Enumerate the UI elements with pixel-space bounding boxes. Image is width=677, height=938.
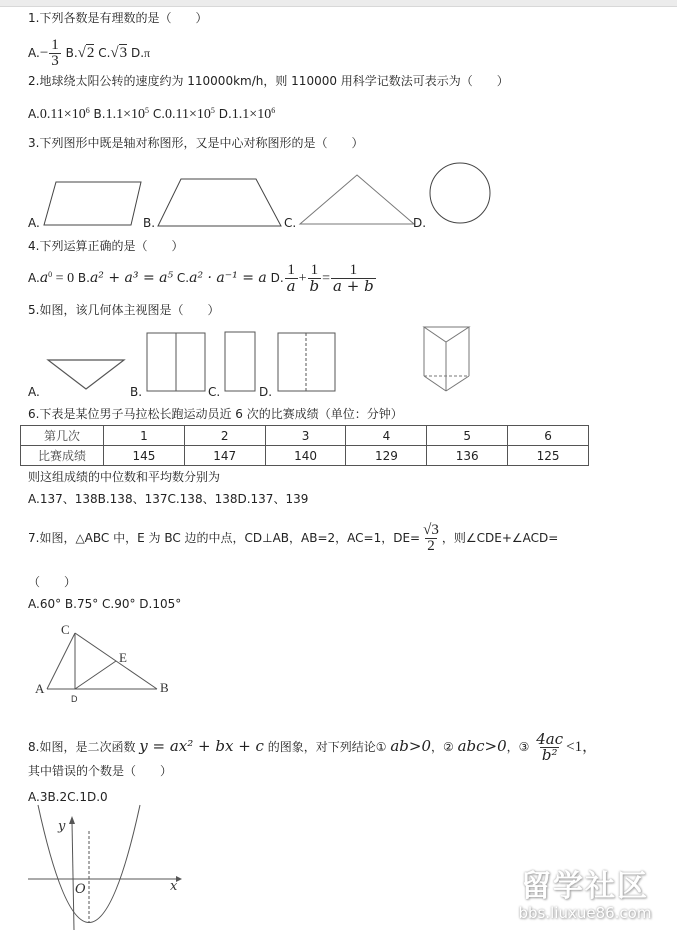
table-cell: 4	[346, 426, 427, 446]
table-cell: 6	[508, 426, 589, 446]
q6-options: A.137、138B.138、137C.138、138D.137、139	[28, 492, 309, 506]
q1-option-d-label: D.	[130, 46, 145, 60]
q8-conclusion-1: ab>0	[390, 737, 431, 755]
frac-den: 3	[51, 53, 59, 69]
frac-num: 1	[310, 262, 319, 278]
q5-figures	[0, 300, 677, 400]
q8-line2: 其中错误的个数是（ ）	[28, 764, 173, 778]
frac-num: 1	[51, 37, 59, 53]
frac-den: a + b	[333, 277, 374, 295]
option-mantissa: 0.11×10	[39, 107, 86, 122]
median-de	[75, 661, 116, 689]
q3-label-b: B.	[143, 216, 156, 230]
q6-stem: 6.下表是某位男子马拉松长跑运动员近 6 次的比赛成绩（单位：分钟）	[28, 407, 403, 421]
q4-option-b-label: B.	[77, 271, 90, 285]
q2-option-c	[153, 107, 219, 121]
frac-num: 1	[287, 262, 295, 278]
q7-blank: （ ）	[28, 575, 77, 589]
y-axis-arrow	[69, 816, 75, 824]
q5-label-a: A.	[28, 385, 40, 399]
y-axis	[72, 822, 74, 930]
q8-options: A.3B.2C.1D.0	[28, 790, 108, 804]
site-watermark	[510, 870, 660, 922]
q5-label-d: D.	[259, 385, 273, 399]
q4-d-frac1	[285, 263, 298, 294]
q2-option-b	[94, 107, 153, 121]
table-cell: 136	[427, 446, 508, 466]
point-label-b: B	[160, 680, 169, 695]
q4-c-expr: a² · a⁻¹ = a	[189, 270, 267, 286]
row-header: 第几次	[21, 426, 104, 446]
triangle-shape	[300, 175, 414, 224]
frac-num: 4ac	[536, 730, 564, 748]
q3-label-d: D.	[413, 216, 427, 230]
q7-stem-post: ，则∠CDE+∠ACD=	[441, 531, 559, 545]
q4-d-frac3	[331, 263, 376, 294]
option-mantissa: 1.1×10	[105, 107, 145, 122]
q8-conclusion-3-fraction	[534, 732, 565, 763]
table-cell: 3	[265, 426, 346, 446]
q4-a-rhs: = 0	[52, 271, 75, 286]
parallelogram-shape	[44, 182, 141, 225]
row-header: 比赛成绩	[21, 446, 104, 466]
q2-options	[28, 103, 275, 123]
table-row-scores	[21, 446, 589, 466]
radicand: 3	[119, 45, 128, 61]
q4-d-frac2	[308, 263, 322, 294]
origin-label: O	[75, 882, 86, 897]
q2-stem: 2.地球绕太阳公转的速度约为 110000km/h，则 110000 用科学记数法可表示为（ ）	[28, 74, 509, 88]
option-label: A.	[28, 107, 40, 121]
q4-options: $A.a^0 = 0$ B.a² + a³ = a⁵ C.a² · a⁻¹ = a D. $\frac{1}{a}$ + $\frac{1}{b}$ = $\frac{1}{a + b}$	[28, 262, 374, 295]
table-cell: 1	[104, 426, 185, 446]
q8-sep: ，③	[506, 740, 534, 754]
q2-option-d	[219, 107, 275, 121]
top-toolbar-strip	[0, 0, 677, 7]
table-cell: 147	[184, 446, 265, 466]
point-label-a: A	[35, 681, 45, 696]
view-rect-dashed	[278, 333, 335, 391]
option-exponent: 5	[144, 106, 149, 115]
q4-stem: 4.下列运算正确的是（ ）	[28, 239, 184, 253]
q1-option-c-label: C.	[98, 46, 111, 60]
option-mantissa: 0.11×10	[165, 107, 211, 122]
table-row-attempts	[21, 426, 589, 446]
q4-a-exp: 0	[48, 270, 53, 279]
circle-shape	[430, 163, 490, 223]
q5-label-b: B.	[130, 385, 143, 399]
q8-sep: ，②	[431, 740, 458, 754]
q8-parabola-graph	[0, 800, 200, 938]
q4-b-expr: a² + a³ = a⁵	[89, 270, 174, 286]
q2-option-a	[28, 107, 94, 121]
table-cell: 5	[427, 426, 508, 446]
frac-den: a	[286, 277, 296, 295]
frac-den: 2	[427, 538, 435, 554]
q3-label-a: A.	[28, 216, 40, 230]
q1-option-a-label: A.	[28, 46, 40, 60]
view-rect-narrow	[225, 332, 255, 391]
option-exponent: 6	[85, 106, 90, 115]
table-cell: 2	[184, 426, 265, 446]
view-triangle	[48, 360, 124, 389]
q4-option-d-label: D.	[270, 271, 284, 285]
side-ac	[47, 633, 75, 689]
q5-label-c: C.	[208, 385, 221, 399]
q3-stem: 3.下列图形中既是轴对称图形，又是中心对称图形的是（ ）	[28, 136, 364, 150]
q1-stem: 1.下列各数是有理数的是（ ）	[28, 11, 208, 25]
point-label-e: E	[119, 650, 127, 665]
radicand: 2	[86, 45, 95, 61]
q1-option-a-sign: −	[39, 45, 49, 61]
table-cell: 145	[104, 446, 185, 466]
q7-options: A.60° B.75° C.90° D.105°	[28, 597, 182, 611]
q1-option-b-sqrt: √2	[77, 45, 95, 61]
triangular-prism-figure	[424, 327, 469, 391]
q3-label-c: C.	[284, 216, 297, 230]
q1-option-d-pi: π	[144, 46, 151, 60]
q1-options	[28, 38, 150, 69]
table-cell: 140	[265, 446, 346, 466]
frac-num: √3	[423, 522, 439, 538]
q4-a-base: a	[39, 270, 49, 286]
option-exponent: 5	[210, 106, 215, 115]
q1-option-a-fraction	[49, 38, 61, 69]
trapezoid-shape	[158, 179, 281, 226]
q7-stem-pre: 7.如图，△ABC 中，E 为 BC 边的中点，CD⊥AB，AB=2，AC=1，DE=	[28, 531, 421, 545]
frac-den: b	[309, 277, 320, 295]
frac-den: b²	[541, 746, 558, 764]
watermark-url: bbs.liuxue86.com	[518, 904, 652, 922]
point-label-d: D	[71, 694, 78, 704]
q7-triangle-figure	[0, 620, 200, 710]
q3-figures	[0, 160, 677, 230]
q8-conclusion-2: abc>0	[457, 737, 507, 755]
option-label: C.	[152, 107, 166, 121]
q8-function: y = ax² + bx + c	[139, 737, 264, 755]
table-cell: 125	[508, 446, 589, 466]
q1-option-c-sqrt: √3	[110, 45, 128, 61]
q8-stem-pre: 8.如图，是二次函数	[28, 740, 140, 754]
option-exponent: 6	[271, 106, 276, 115]
x-axis-label: x	[170, 879, 178, 894]
q5-stem: 5.如图，该几何体主视图是（ ）	[28, 303, 220, 317]
q8-stem-mid: 的图象，对下列结论①	[263, 740, 391, 754]
watermark-title: 留学社区	[521, 869, 649, 904]
q4-option-c-label: C.	[176, 271, 190, 285]
frac-num: 1	[349, 262, 358, 278]
y-axis-label: y	[58, 819, 66, 834]
q7-stem	[28, 520, 558, 556]
option-label: D.	[218, 107, 232, 121]
scores-table	[20, 425, 589, 466]
option-label: B.	[93, 107, 106, 121]
table-cell: 129	[346, 446, 427, 466]
option-mantissa: 1.1×10	[231, 107, 272, 122]
q1-option-b-label: B.	[65, 46, 78, 60]
q4-option-a-label: A.	[28, 271, 40, 285]
q6-question: 则这组成绩的中位数和平均数分别为	[28, 470, 221, 484]
q8-conclusion-3-rhs: <1，	[566, 739, 598, 755]
q8-stem	[28, 728, 597, 765]
point-label-c: C	[61, 622, 70, 637]
q7-de-fraction	[421, 523, 441, 554]
